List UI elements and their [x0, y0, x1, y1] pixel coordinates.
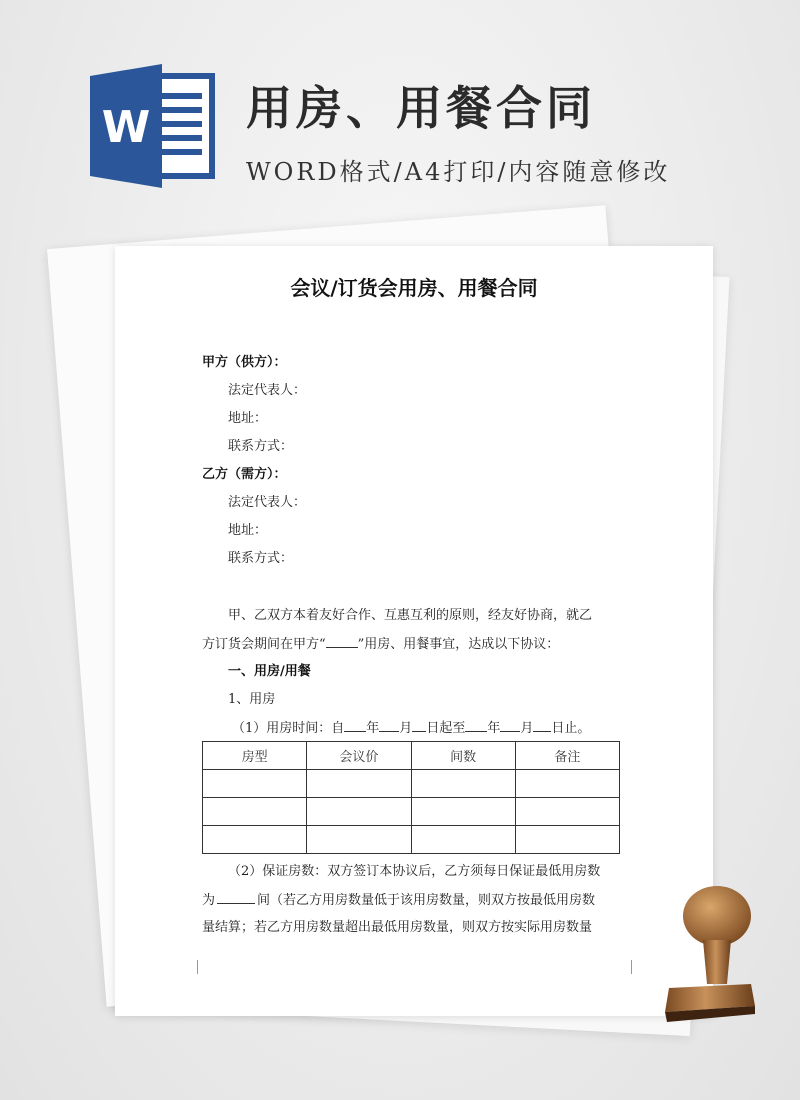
party-a-address: 地址： [228, 411, 268, 426]
party-b-rep: 法定代表人： [228, 495, 307, 510]
word-logo-icon [88, 62, 216, 190]
table-cell [307, 770, 411, 798]
banner-title: 用房、用餐合同 [246, 81, 596, 135]
wooden-stamp-icon [655, 880, 765, 1030]
document-page [115, 246, 713, 1016]
venue-name-blank [326, 635, 358, 648]
word-logo-letter: W [101, 102, 151, 153]
party-a-heading: 甲方（供方）： [202, 355, 287, 370]
intro-line-2 [202, 635, 559, 654]
document-title: 会议/订货会用房、用餐合同 [290, 276, 538, 300]
banner-subtitle: WORD格式/A4打印/内容随意修改 [246, 158, 671, 186]
table-header-cell: 备注 [515, 742, 619, 770]
party-a-contact: 联系方式： [228, 439, 294, 454]
table-cell [203, 798, 307, 826]
table-cell [515, 798, 619, 826]
table-cell [515, 770, 619, 798]
room-table [202, 741, 620, 854]
start-day-label: 日起至 [426, 721, 466, 736]
end-day-blank [533, 719, 551, 732]
table-cell [411, 770, 515, 798]
table-cell [515, 826, 619, 854]
table-header-cell: 会议价 [307, 742, 411, 770]
table-cell [203, 770, 307, 798]
intro-line-2-start: 方订货会期间在甲方“ [202, 637, 326, 652]
table-header-row [203, 742, 620, 770]
table-header-cell: 间数 [411, 742, 515, 770]
party-b-heading: 乙方（需方）： [202, 467, 287, 482]
table-row [203, 826, 620, 854]
guarantee-line-1: （2）保证房数：双方签订本协议后，乙方须每日保证最低用房数 [228, 864, 601, 879]
table-cell [307, 798, 411, 826]
end-year-blank [465, 719, 487, 732]
table-row [203, 798, 620, 826]
page-corner-mark-right [631, 960, 632, 974]
start-year-blank [344, 719, 366, 732]
intro-line-2-end: ”用房、用餐事宜，达成以下协议： [357, 637, 560, 652]
table-cell [307, 826, 411, 854]
start-month-label: 月 [399, 721, 413, 736]
end-month-label: 月 [520, 721, 534, 736]
party-b-address: 地址： [228, 523, 268, 538]
guarantee-line-3: 量结算；若乙方用房数量超出最低用房数量，则双方按实际用房数量 [202, 920, 593, 935]
guarantee-line-2-prefix: 为 [202, 893, 216, 908]
end-day-label: 日止。 [551, 721, 591, 736]
end-month-blank [500, 719, 520, 732]
page-corner-mark-left [197, 960, 198, 974]
table-row [203, 770, 620, 798]
end-year-label: 年 [487, 721, 501, 736]
party-a-rep: 法定代表人： [228, 383, 307, 398]
start-month-blank [379, 719, 399, 732]
table-cell [203, 826, 307, 854]
party-b-contact: 联系方式： [228, 551, 294, 566]
table-cell [411, 798, 515, 826]
intro-line-1: 甲、乙双方本着友好合作、互惠互利的原则，经友好协商，就乙 [228, 608, 593, 623]
item-1-heading: 1、用房 [228, 692, 276, 707]
guarantee-line-2 [202, 891, 595, 910]
table-header-cell: 房型 [203, 742, 307, 770]
start-day-blank [412, 719, 426, 732]
room-time-prefix: （1）用房时间：自 [232, 721, 345, 736]
min-rooms-blank [217, 891, 255, 904]
table-cell [411, 826, 515, 854]
guarantee-line-2-suffix: 间（若乙方用房数量低于该用房数量，则双方按最低用房数 [257, 893, 596, 908]
room-time-line [232, 719, 590, 738]
section-1-heading: 一、用房/用餐 [228, 664, 311, 679]
start-year-label: 年 [366, 721, 380, 736]
